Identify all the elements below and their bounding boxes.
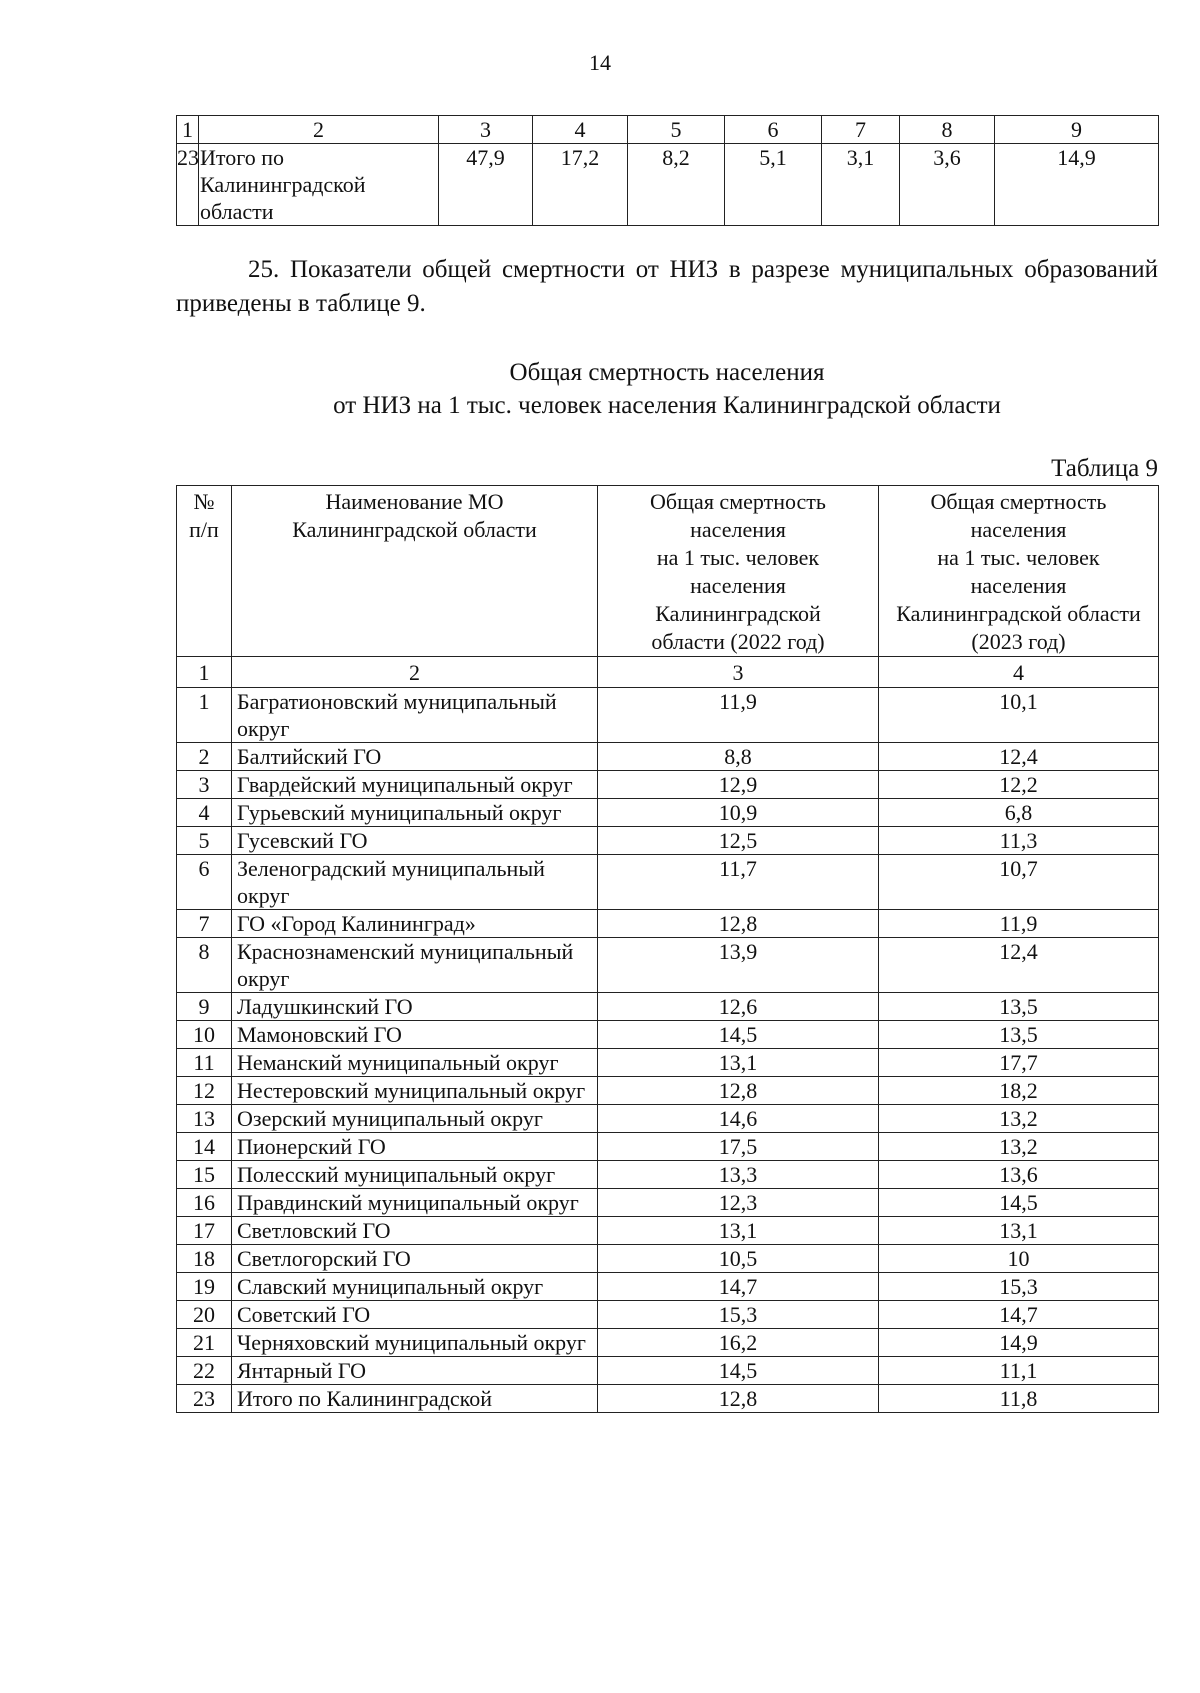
- municipality-name: Гусевский ГО: [232, 827, 598, 855]
- column-number: 2: [232, 657, 598, 688]
- header-line: Калининградской области: [292, 517, 537, 542]
- municipality-name: Багратионовский муниципальный округ: [232, 688, 598, 743]
- value-2022: 12,8: [598, 1385, 879, 1413]
- header-line: области (2022 год): [651, 629, 825, 654]
- value-2022: 11,9: [598, 688, 879, 743]
- value-2023: 13,1: [879, 1217, 1159, 1245]
- header-cell: 8: [900, 116, 995, 144]
- value-2022: 17,5: [598, 1133, 879, 1161]
- row-number: 12: [177, 1077, 232, 1105]
- page-number: 14: [589, 50, 611, 75]
- value-cell: 5,1: [725, 144, 822, 226]
- table-row: [177, 144, 1159, 226]
- table-row: [177, 688, 1159, 743]
- municipality-name: ГО «Город Калининград»: [232, 910, 598, 938]
- row-number: 20: [177, 1301, 232, 1329]
- value-2022: 10,9: [598, 799, 879, 827]
- value-2023: 10,1: [879, 688, 1159, 743]
- value-2022: 12,8: [598, 1077, 879, 1105]
- municipality-name: Правдинский муниципальный округ: [232, 1189, 598, 1217]
- value-2023: 13,5: [879, 993, 1159, 1021]
- header-line: п/п: [189, 517, 219, 542]
- municipality-name: Гвардейский муниципальный округ: [232, 771, 598, 799]
- header-line: на 1 тыс. человек: [937, 545, 1100, 570]
- table-row: [177, 743, 1159, 771]
- table-row: [177, 1273, 1159, 1301]
- value-cell: 8,2: [628, 144, 725, 226]
- value-cell: 47,9: [439, 144, 533, 226]
- value-2023: 11,8: [879, 1385, 1159, 1413]
- municipality-name: Славский муниципальный округ: [232, 1273, 598, 1301]
- header-2023: [879, 486, 1159, 657]
- municipality-name: Краснознаменский муниципальный округ: [232, 938, 598, 993]
- header-line: Калининградской области: [896, 601, 1141, 626]
- row-number: 18: [177, 1245, 232, 1273]
- table-title-line: Общая смертность населения: [509, 359, 825, 386]
- row-name-line: области: [200, 199, 274, 224]
- header-2022: [598, 486, 879, 657]
- header-cell: 7: [822, 116, 900, 144]
- header-line: Общая смертность: [650, 489, 826, 514]
- value-cell: 17,2: [533, 144, 628, 226]
- row-number: 11: [177, 1049, 232, 1077]
- column-number-row: [177, 657, 1159, 688]
- municipality-name: Пионерский ГО: [232, 1133, 598, 1161]
- row-number: 17: [177, 1217, 232, 1245]
- row-number: 15: [177, 1161, 232, 1189]
- table-row: [177, 1133, 1159, 1161]
- value-2023: 18,2: [879, 1077, 1159, 1105]
- municipality-name: Балтийский ГО: [232, 743, 598, 771]
- value-2022: 8,8: [598, 743, 879, 771]
- row-number: 13: [177, 1105, 232, 1133]
- value-2022: 11,7: [598, 855, 879, 910]
- row-name-line: Калининградской: [200, 172, 366, 197]
- row-number: 2: [177, 743, 232, 771]
- table-row: [177, 827, 1159, 855]
- header-line: на 1 тыс. человек: [656, 545, 820, 570]
- value-2023: 6,8: [879, 799, 1159, 827]
- municipality-name: Черняховский муниципальный округ: [232, 1329, 598, 1357]
- value-2022: 12,5: [598, 827, 879, 855]
- table-row: [177, 1245, 1159, 1273]
- value-2023: 13,2: [879, 1133, 1159, 1161]
- row-number: 9: [177, 993, 232, 1021]
- table-row: [177, 1105, 1159, 1133]
- value-2023: 12,4: [879, 938, 1159, 993]
- mortality-table: [176, 485, 1159, 1413]
- row-number: 10: [177, 1021, 232, 1049]
- value-2022: 14,5: [598, 1021, 879, 1049]
- table-row: [177, 993, 1159, 1021]
- value-2023: 13,2: [879, 1105, 1159, 1133]
- municipality-name: Советский ГО: [232, 1301, 598, 1329]
- table-row: [177, 1217, 1159, 1245]
- row-number: 16: [177, 1189, 232, 1217]
- header-line: населения: [690, 573, 786, 598]
- table-title-line: от НИЗ на 1 тыс. человек населения Калининградской области: [333, 392, 1001, 419]
- value-2022: 15,3: [598, 1301, 879, 1329]
- municipality-name: Нестеровский муниципальный округ: [232, 1077, 598, 1105]
- municipality-name: Мамоновский ГО: [232, 1021, 598, 1049]
- value-2022: 13,1: [598, 1049, 879, 1077]
- table-row: [177, 1021, 1159, 1049]
- table-row: [177, 1161, 1159, 1189]
- row-number: 7: [177, 910, 232, 938]
- municipality-name: Ладушкинский ГО: [232, 993, 598, 1021]
- value-2022: 16,2: [598, 1329, 879, 1357]
- header-line: Общая смертность: [930, 489, 1107, 514]
- header-name: [232, 486, 598, 657]
- value-2022: 14,7: [598, 1273, 879, 1301]
- row-number: 4: [177, 799, 232, 827]
- value-2023: 14,9: [879, 1329, 1159, 1357]
- municipality-name: Зеленоградский муниципальный округ: [232, 855, 598, 910]
- table-row: [177, 910, 1159, 938]
- header-cell: 6: [725, 116, 822, 144]
- row-number: 3: [177, 771, 232, 799]
- row-name-line: Итого по: [200, 145, 284, 170]
- value-2022: 13,9: [598, 938, 879, 993]
- value-2023: 14,7: [879, 1301, 1159, 1329]
- table-row: [177, 1049, 1159, 1077]
- header-cell: 1: [177, 116, 199, 144]
- table-row: [177, 771, 1159, 799]
- row-number: 22: [177, 1357, 232, 1385]
- table-row: [177, 938, 1159, 993]
- value-cell: 3,6: [900, 144, 995, 226]
- header-line: №: [193, 489, 215, 514]
- value-2022: 12,9: [598, 771, 879, 799]
- table-caption: Таблица 9: [1051, 455, 1158, 482]
- table-header-row: [177, 486, 1159, 657]
- column-number: 1: [177, 657, 232, 688]
- mortality-table-body: [177, 688, 1159, 1413]
- value-cell: 3,1: [822, 144, 900, 226]
- municipality-name: Неманский муниципальный округ: [232, 1049, 598, 1077]
- row-number: 1: [177, 688, 232, 743]
- row-number: 19: [177, 1273, 232, 1301]
- row-number: 23: [177, 1385, 232, 1413]
- header-line: Калининградской: [655, 601, 821, 626]
- municipality-name: Янтарный ГО: [232, 1357, 598, 1385]
- value-2023: 13,6: [879, 1161, 1159, 1189]
- value-2023: 11,9: [879, 910, 1159, 938]
- row-name: [199, 144, 439, 226]
- header-line: (2023 год): [971, 629, 1066, 654]
- table-title: [176, 356, 1158, 422]
- value-2022: 14,6: [598, 1105, 879, 1133]
- header-line: Наименование МО: [325, 489, 504, 514]
- continued-table-header-row: [177, 116, 1159, 144]
- row-number: 8: [177, 938, 232, 993]
- header-cell: 4: [533, 116, 628, 144]
- continued-table: [176, 115, 1159, 226]
- header-cell: 5: [628, 116, 725, 144]
- value-2023: 14,5: [879, 1189, 1159, 1217]
- value-2023: 15,3: [879, 1273, 1159, 1301]
- table-row: [177, 799, 1159, 827]
- value-2022: 13,1: [598, 1217, 879, 1245]
- municipality-name: Гурьевский муниципальный округ: [232, 799, 598, 827]
- value-2022: 10,5: [598, 1245, 879, 1273]
- value-cell: 14,9: [995, 144, 1159, 226]
- municipality-name: Итого по Калининградской: [232, 1385, 598, 1413]
- table-row: [177, 1329, 1159, 1357]
- value-2023: 13,5: [879, 1021, 1159, 1049]
- table-row: [177, 1189, 1159, 1217]
- value-2023: 10,7: [879, 855, 1159, 910]
- value-2022: 12,8: [598, 910, 879, 938]
- municipality-name: Светловский ГО: [232, 1217, 598, 1245]
- header-num: [177, 486, 232, 657]
- value-2022: 14,5: [598, 1357, 879, 1385]
- header-cell: 2: [199, 116, 439, 144]
- column-number: 3: [598, 657, 879, 688]
- header-line: населения: [970, 573, 1067, 598]
- header-cell: 3: [439, 116, 533, 144]
- row-number: 23: [177, 144, 199, 226]
- row-number: 14: [177, 1133, 232, 1161]
- paragraph-25: 25. Показатели общей смертности от НИЗ в разрезе муниципальных образований приведены в таблице 9.: [176, 256, 1158, 317]
- municipality-name: Светлогорский ГО: [232, 1245, 598, 1273]
- row-number: 6: [177, 855, 232, 910]
- value-2023: 10: [879, 1245, 1159, 1273]
- column-number: 4: [879, 657, 1159, 688]
- value-2022: 13,3: [598, 1161, 879, 1189]
- header-line: населения: [690, 517, 786, 542]
- value-2022: 12,6: [598, 993, 879, 1021]
- value-2023: 12,4: [879, 743, 1159, 771]
- value-2022: 12,3: [598, 1189, 879, 1217]
- header-cell: 9: [995, 116, 1159, 144]
- header-line: населения: [970, 517, 1067, 542]
- municipality-name: Озерский муниципальный округ: [232, 1105, 598, 1133]
- row-number: 21: [177, 1329, 232, 1357]
- municipality-name: Полесский муниципальный округ: [232, 1161, 598, 1189]
- table-row: [177, 1385, 1159, 1413]
- row-number: 5: [177, 827, 232, 855]
- table-row: [177, 855, 1159, 910]
- value-2023: 17,7: [879, 1049, 1159, 1077]
- table-row: [177, 1301, 1159, 1329]
- table-row: [177, 1357, 1159, 1385]
- value-2023: 11,3: [879, 827, 1159, 855]
- table-row: [177, 1077, 1159, 1105]
- value-2023: 11,1: [879, 1357, 1159, 1385]
- value-2023: 12,2: [879, 771, 1159, 799]
